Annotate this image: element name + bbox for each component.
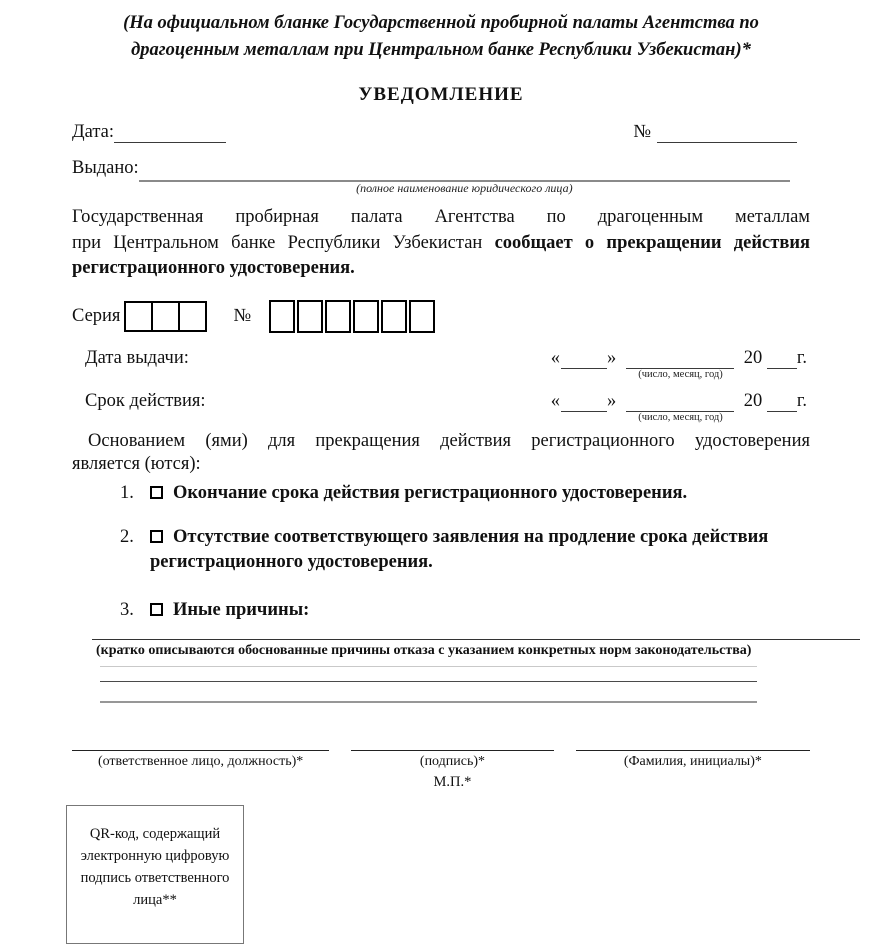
date-format-caption: (число, месяц, год) [638,368,723,380]
basis-line-1: Основанием (ями) для прекращения действия регистрационного удостоверения [88,430,810,451]
item-number: 2. [120,527,134,547]
list-item [120,481,810,506]
official-signature-block [72,750,329,791]
qr-note: QR-код, содержащий электронную цифровую подпись ответственного лица** [80,826,230,908]
series-box-cell[interactable] [178,301,207,332]
name-caption: (Фамилия, инициалы)* [623,753,762,769]
date-group [72,122,226,146]
series-box-cell[interactable] [124,301,153,332]
stamp-label: М.П.* [433,773,472,790]
date-label: Дата: [72,122,115,142]
body-line-2 [72,231,810,257]
number-label: № [633,122,651,142]
signature-line[interactable] [72,750,329,751]
item-label: Иные причины: [173,600,310,620]
number-box-cell[interactable] [269,300,295,333]
item-label: Окончание срока действия регистрационного удостоверения. [173,482,688,503]
issue-date-row [72,348,810,385]
signature-line[interactable] [351,750,553,751]
list-item [120,598,810,623]
sign-caption: (подпись)* [419,753,486,769]
day-blank[interactable] [561,350,607,369]
body-line-3: регистрационного удостоверения. [72,258,355,278]
checkbox[interactable] [150,530,163,543]
year-suffix: г. [796,347,807,368]
item-body [150,525,810,574]
number-box-cell[interactable] [381,300,407,333]
issue-date-label: Дата выдачи: [85,347,189,368]
day-blank[interactable] [561,393,607,412]
official-caption: (ответственное лицо, должность)* [97,753,304,769]
validity-label: Срок действия: [85,390,206,411]
list-item [120,525,810,574]
body-line-1: Государственная пробирная палата Агентства по драгоценным металлам [72,207,810,227]
date-format-caption: (число, месяц, год) [638,411,723,423]
item-label: Отсутствие соответствующего заявления на продление срока действия регистрационного удостоверения. [150,527,769,572]
checkbox[interactable] [150,603,163,616]
writing-line[interactable] [92,639,860,640]
issued-caption: (полное наименование юридического лица) [356,181,573,195]
series-boxes [124,301,207,332]
date-number-row [72,122,810,146]
issued-blank[interactable] [139,158,790,195]
page-title: УВЕДОМЛЕНИЕ [358,84,524,105]
issued-label: Выдано: [72,158,139,178]
qr-code-box [66,805,244,944]
item-number: 1. [120,482,134,503]
writing-line[interactable] [100,666,757,667]
validity-row [72,391,810,428]
writing-line[interactable] [100,681,757,682]
item-body [150,598,810,623]
signature-row [72,750,810,791]
year-blank[interactable] [767,393,797,412]
number-boxes [269,300,435,333]
basis-paragraph [72,430,810,476]
year-suffix: г. [796,390,807,411]
reasons-caption: (кратко описываются обоснованные причины отказа с указанием конкретных норм законодательства) [96,642,752,658]
series-number-label: № [233,306,252,326]
sign-block [351,750,553,791]
date-blank[interactable] [114,124,226,143]
number-blank[interactable] [657,124,797,143]
month-blank[interactable] [626,393,734,423]
body-line-2-normal: при Центральном банке Республики Узбекистан [72,232,495,253]
year-prefix: 20 [743,347,763,368]
number-box-cell[interactable] [409,300,435,333]
number-box-cell[interactable] [325,300,351,333]
name-block [576,750,810,791]
letterhead-note: (На официальном бланке Государственной пробирной палаты Агентства по драгоценным металлам при Центральном банке Республики Узбекистан)* [123,13,759,60]
month-blank[interactable] [626,350,734,380]
item-number: 3. [120,600,134,620]
open-quote: « [550,347,561,368]
series-row [72,299,810,335]
validity-date-pattern [551,391,807,428]
item-body [150,481,810,506]
series-box-cell[interactable] [151,301,180,332]
close-quote: » [606,390,618,411]
close-quote: » [606,347,618,368]
year-blank[interactable] [767,350,797,369]
issued-row [72,158,810,195]
writing-line[interactable] [100,701,757,703]
series-label: Серия [72,306,121,326]
body-paragraph [72,205,810,282]
checkbox[interactable] [150,486,163,499]
signature-line[interactable] [576,750,810,751]
open-quote: « [550,390,561,411]
number-group [633,122,797,146]
year-prefix: 20 [743,390,763,411]
body-line-2-bold: сообщает о прекращении действия [494,232,810,253]
issue-date-pattern [551,348,807,385]
basis-line-2: является (ются): [72,453,201,474]
number-box-cell[interactable] [297,300,323,333]
number-box-cell[interactable] [353,300,379,333]
